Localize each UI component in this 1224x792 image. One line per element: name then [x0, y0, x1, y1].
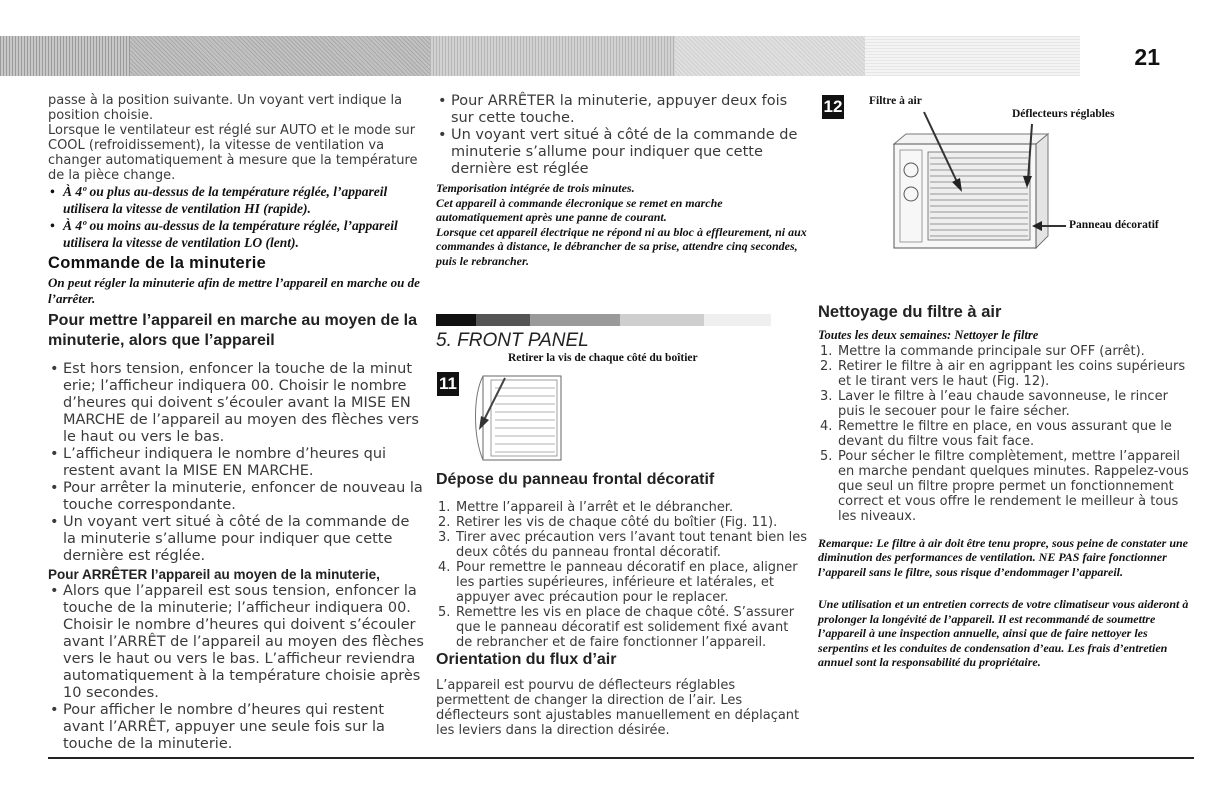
filter-cleaning-section	[818, 302, 1190, 670]
list-item: 1. Mettre l’appareil à l’arrêt et le débrancher.	[438, 500, 734, 515]
header-band	[0, 36, 1224, 76]
panel-removal-heading: Dépose du panneau frontal décoratif	[436, 471, 715, 488]
section-band	[436, 314, 771, 326]
list-item: 3. Tirer avec précaution vers l’avant tout tenant bien les deux côtés du panneau frontal décoratif.	[438, 530, 808, 560]
list-item: • Un voyant vert situé à côté de la commande de la minuterie s’allume pour indiquer que cette dernière est réglée.	[48, 514, 426, 565]
panel-removal-section	[436, 470, 808, 738]
filter-cleaning-subhead: Toutes les deux semaines: Nettoyer le filtre	[818, 328, 1039, 342]
bottom-rule	[48, 757, 1194, 759]
list-item: 5. Remettre les vis en place de chaque côté. S’assurer que le panneau décoratif est solidement fixé avant de rebrancher et de faire fonctionner l’appareil.	[438, 605, 795, 650]
filter-cleaning-heading: Nettoyage du filtre à air	[818, 303, 1002, 321]
page-number: 21	[1134, 44, 1160, 70]
list-item: • Est hors tension, enfoncer la touche de la minut erie; l’afficheur indiquera 00. Choisir le nombre d’heures qui doivent s’écouler avant la MISE EN MARCHE de l’appareil au moyen des flèches vers le haut ou vers le bas.	[48, 361, 426, 446]
label-deflectors: Déflecteurs réglables	[1012, 108, 1115, 120]
timer-heading: Commande de la minuterie	[48, 254, 267, 272]
timer-off-list	[48, 583, 426, 753]
list-item: • L’afficheur indiquera le nombre d’heures qui restent avant la MISE EN MARCHE.	[48, 446, 426, 480]
front-panel-illustration	[465, 366, 585, 464]
list-item: 2. Retirer le filtre à air en agrippant les coins supérieurs et le tirant vers le haut (Fig. 12).	[820, 358, 1186, 389]
list-item: 5. Pour sécher le filtre complètement, mettre l’appareil en marche pendant quelques minutes. Rappelez-vous que seul un filtre propre permet un fonctionnement correct et vous offre le rendement le meilleur à tous les niveaux.	[820, 448, 1189, 524]
timer-on-list	[48, 361, 426, 565]
panel-removal-steps	[436, 500, 808, 650]
timer-note: On peut régler la minuterie afin de mettre l’appareil en marche ou de l’arrêter.	[48, 275, 420, 306]
air-conditioner-illustration	[880, 108, 1070, 288]
filter-remark: Remarque: Le filtre à air doit être tenu propre, sous peine de constater une diminution des performances de ventilation. NE PAS faire fonctionner l’appareil sans le filtre, sous risque d’endommager l’appareil.	[818, 535, 1188, 579]
figure-number-12: 12	[822, 95, 844, 119]
list-item: • Un voyant vert situé à côté de la commande de minuterie s’allume pour indiquer que cette dernière est réglée	[436, 127, 808, 178]
column-middle	[436, 93, 808, 268]
list-item: • Pour arrêter la minuterie, enfoncer de nouveau la touche correspondante.	[48, 480, 426, 514]
list-item: 2. Retirer les vis de chaque côté du boîtier (Fig. 11).	[438, 515, 778, 530]
list-item: • Pour ARRÊTER la minuterie, appuyer deux fois sur cette touche.	[436, 93, 808, 127]
figure-11-caption: Retirer la vis de chaque côté du boîtier	[508, 352, 698, 364]
filter-cleaning-steps	[818, 344, 1190, 524]
list-item: • Pour afficher le nombre d’heures qui restent avant l’ARRÊT, appuyer une seule fois sur la touche de la minuterie.	[48, 702, 426, 753]
timer-stop-list	[436, 93, 808, 178]
timer-off-subheading: Pour ARRÊTER l’appareil au moyen de la minuterie,	[48, 567, 380, 582]
auto-mode-text: Lorsque le ventilateur est réglé sur AUTO et le mode sur COOL (refroidissement), la vitesse de ventilation va changer automatiquement à mesure que la température de la pièce change.	[48, 123, 418, 183]
label-filter: Filtre à air	[869, 95, 922, 107]
list-item: 1. Mettre la commande principale sur OFF (arrêt).	[820, 343, 1145, 359]
fan-speed-lo: • À 4º ou moins au-dessus de la température réglée, l’appareil utilisera la vitesse de ventilation LO (lent).	[48, 217, 426, 251]
fan-speed-hi: • À 4º ou plus au-dessus de la température réglée, l’appareil utilisera la vitesse de ventilation HI (rapide).	[48, 183, 426, 217]
timer-on-subheading: Pour mettre l’appareil en marche au moyen de la minuterie, alors que l’appareil	[48, 312, 418, 349]
list-item: 3. Laver le filtre à l’eau chaude savonneuse, le rincer puis le secouer pour le faire sécher.	[820, 388, 1168, 419]
figure-number-11: 11	[437, 372, 459, 396]
maintenance-note: Une utilisation et un entretien corrects de votre climatiseur vous aideront à prolonger la longévité de l’appareil. Il est recommandé de soumettre l’appareil à une inspection annuelle, ainsi que de faire nettoyer les serpentins et les conduites de condensation d’eau. Les frais d’entretien annuel sont la responsabilité du propriétaire.	[818, 597, 1189, 669]
list-item: 4. Pour remettre le panneau décoratif en place, aligner les parties supérieures, inférieure et latérales, et appuyer avec précaution pour le replacer.	[438, 560, 798, 605]
list-item: • Alors que l’appareil est sous tension, enfoncer la touche de la minuterie; l’afficheur indiquera 00. Choisir le nombre d’heures qui doivent s’écouler avant l’ARRÊT de l’appareil au moyen des flèches vers le haut ou vers le bas. L’afficheur reviendra automatiquement à la température choisie après 10 secondes.	[48, 583, 426, 702]
label-panel: Panneau décoratif	[1069, 219, 1159, 231]
intro-text: passe à la position suivante. Un voyant vert indique la position choisie.	[48, 93, 403, 123]
delay-note: Temporisation intégrée de trois minutes. Cet appareil à commande élecronique se remet en marche automatiquement après une panne de courant. Lorsque cet appareil électrique ne répond ni au bloc à effleurement, ni aux commandes à distance, le débrancher de sa prise, attendre cinq secondes, puis le rebrancher.	[436, 181, 807, 268]
airflow-heading: Orientation du flux d’air	[436, 651, 617, 668]
fan-speed-list	[48, 183, 426, 251]
list-item: 4. Remettre le filtre en place, en vous assurant que le devant du filtre vous fait face.	[820, 418, 1172, 449]
column-left	[48, 93, 426, 753]
airflow-text: L’appareil est pourvu de déflecteurs réglables permettent de changer la direction de l’air. Les déflecteurs sont ajustables manuellement en déplaçant les leviers dans la direction désirée.	[436, 678, 800, 738]
section-title: 5. FRONT PANEL	[436, 330, 589, 351]
